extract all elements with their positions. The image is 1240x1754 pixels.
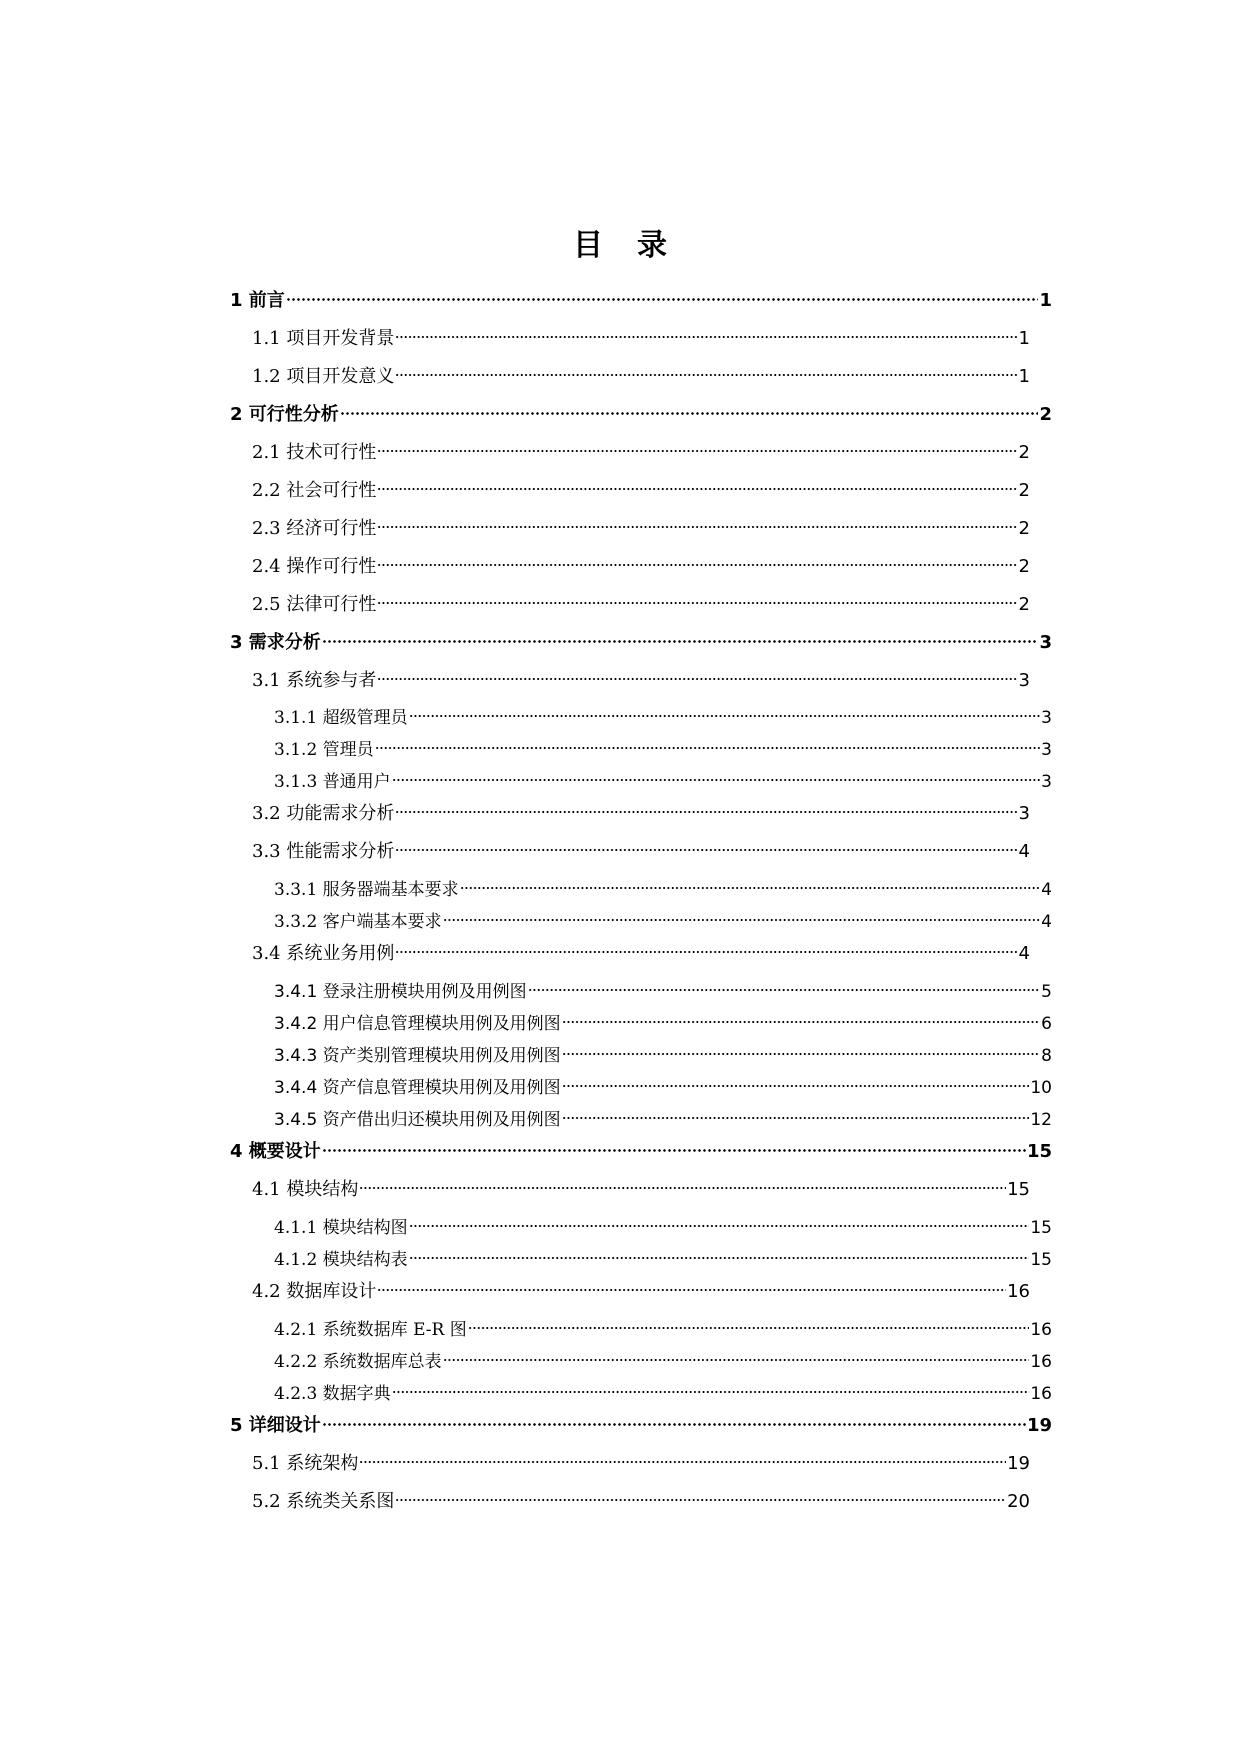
toc-entry-page-number: 15	[1026, 1141, 1052, 1162]
dot-leader	[460, 869, 1041, 895]
dot-leader	[562, 1067, 1030, 1093]
toc-entry-label: 2.5 法律可行性	[252, 594, 377, 615]
toc-entry-page-number: 3	[1041, 708, 1052, 728]
toc-entry-label: 2.1 技术可行性	[252, 442, 377, 463]
dot-leader	[468, 1309, 1030, 1335]
toc-entry-page-number: 3	[1041, 740, 1052, 760]
toc-entry-label: 2.2 社会可行性	[252, 480, 377, 501]
dot-leader	[359, 1443, 1006, 1469]
toc-entry-level-2[interactable]	[252, 432, 1030, 463]
toc-entry-level-2[interactable]	[252, 831, 1030, 862]
toc-entry-page-number: 16	[1030, 1320, 1052, 1340]
toc-entry-level-2[interactable]	[252, 1443, 1030, 1474]
dot-leader	[375, 729, 1041, 755]
dot-leader	[528, 971, 1041, 997]
toc-entry-level-3[interactable]	[274, 971, 1052, 1002]
toc-entry-page-number: 2	[1018, 594, 1030, 615]
toc-entry-page-number: 20	[1007, 1491, 1030, 1512]
toc-entry-level-2[interactable]	[252, 660, 1030, 691]
dot-leader	[377, 546, 1017, 572]
toc-entry-label: 1 前言	[230, 290, 285, 311]
dot-leader	[395, 831, 1017, 857]
toc-entry-level-3[interactable]	[274, 1309, 1052, 1340]
toc-entry-level-2[interactable]	[252, 1481, 1030, 1512]
toc-entry-level-3[interactable]	[274, 761, 1052, 792]
toc-entry-level-3[interactable]	[274, 729, 1052, 760]
dot-leader	[377, 1271, 1006, 1297]
toc-entry-label: 3.1.3 普通用户	[274, 772, 391, 792]
toc-entry-label: 3.3.1 服务器端基本要求	[274, 880, 459, 900]
toc-entry-label: 4.1.1 模块结构图	[274, 1218, 408, 1238]
toc-entry-level-3[interactable]	[274, 1341, 1052, 1372]
toc-entry-label: 5.2 系统类关系图	[252, 1491, 395, 1512]
toc-entry-level-3[interactable]	[274, 1373, 1052, 1404]
toc-entry-page-number: 2	[1018, 556, 1030, 577]
toc-entry-page-number: 4	[1018, 841, 1030, 862]
dot-leader	[322, 1405, 1026, 1431]
dot-leader	[443, 1341, 1030, 1367]
toc-entry-page-number: 5	[1041, 982, 1052, 1002]
dot-leader	[392, 761, 1041, 787]
toc-entry-label: 3.1.2 管理员	[274, 740, 374, 760]
toc-entry-label: 3.3.2 客户端基本要求	[274, 912, 442, 932]
toc-entry-label: 2 可行性分析	[230, 404, 339, 425]
toc-entry-level-2[interactable]	[252, 470, 1030, 501]
toc-entry-page-number: 16	[1030, 1384, 1052, 1404]
toc-entry-page-number: 2	[1018, 518, 1030, 539]
toc-entry-page-number: 1	[1018, 366, 1030, 387]
toc-entry-page-number: 2	[1018, 480, 1030, 501]
toc-entry-page-number: 1	[1018, 328, 1030, 349]
toc-entry-level-2[interactable]	[252, 1271, 1030, 1302]
toc-entry-level-2[interactable]	[252, 1169, 1030, 1200]
toc-entry-page-number: 4	[1041, 912, 1052, 932]
toc-entry-page-number: 10	[1030, 1078, 1052, 1098]
toc-entry-page-number: 4	[1018, 943, 1030, 964]
toc-entry-page-number: 6	[1041, 1014, 1052, 1034]
toc-entry-page-number: 19	[1026, 1415, 1052, 1436]
toc-entry-page-number: 15	[1030, 1250, 1052, 1270]
toc-entry-label: 3.4.3 资产类别管理模块用例及用例图	[274, 1046, 561, 1066]
dot-leader	[340, 394, 1039, 420]
toc-entry-level-2[interactable]	[252, 933, 1030, 964]
dot-leader	[359, 1169, 1006, 1195]
toc-entry-level-2[interactable]	[252, 318, 1030, 349]
toc-entry-page-number: 3	[1018, 803, 1030, 824]
toc-entry-level-1[interactable]	[230, 1405, 1052, 1436]
page-title	[0, 228, 1240, 264]
toc-entry-level-1[interactable]	[230, 280, 1052, 311]
toc-entry-level-3[interactable]	[274, 1099, 1052, 1130]
toc-entry-label: 3.4.4 资产信息管理模块用例及用例图	[274, 1078, 561, 1098]
toc-entry-page-number: 12	[1030, 1110, 1052, 1130]
dot-leader	[395, 1481, 1006, 1507]
toc-entry-label: 4.2 数据库设计	[252, 1281, 377, 1302]
toc-entry-level-3[interactable]	[274, 1003, 1052, 1034]
toc-entry-level-2[interactable]	[252, 793, 1030, 824]
toc-entry-label: 5 详细设计	[230, 1415, 321, 1436]
toc-entry-level-3[interactable]	[274, 1067, 1052, 1098]
dot-leader	[377, 660, 1017, 686]
toc-entry-level-3[interactable]	[274, 901, 1052, 932]
toc-entry-page-number: 15	[1007, 1179, 1030, 1200]
toc-entry-page-number: 3	[1018, 670, 1030, 691]
toc-entry-label: 2.3 经济可行性	[252, 518, 377, 539]
toc-entry-label: 1.1 项目开发背景	[252, 328, 395, 349]
toc-entry-level-2[interactable]	[252, 508, 1030, 539]
dot-leader	[562, 1099, 1030, 1125]
toc-entry-label: 3.1.1 超级管理员	[274, 708, 408, 728]
toc-entry-label: 3.4.2 用户信息管理模块用例及用例图	[274, 1014, 561, 1034]
toc-entry-level-2[interactable]	[252, 546, 1030, 577]
dot-leader	[322, 1131, 1026, 1157]
dot-leader	[409, 1207, 1030, 1233]
toc-entry-level-3[interactable]	[274, 697, 1052, 728]
toc-entry-label: 3.4.5 资产借出归还模块用例及用例图	[274, 1110, 561, 1130]
toc-entry-level-1[interactable]	[230, 394, 1052, 425]
toc-entry-label: 1.2 项目开发意义	[252, 366, 395, 387]
dot-leader	[286, 280, 1039, 306]
toc-entry-level-3[interactable]	[274, 1239, 1052, 1270]
toc-entry-page-number: 3	[1039, 632, 1052, 653]
toc-entry-level-3[interactable]	[274, 1207, 1052, 1238]
toc-entry-label: 4 概要设计	[230, 1141, 321, 1162]
toc-entry-level-2[interactable]	[252, 356, 1030, 387]
toc-entry-page-number: 3	[1041, 772, 1052, 792]
toc-entry-level-3[interactable]	[274, 869, 1052, 900]
dot-leader	[392, 1373, 1030, 1399]
dot-leader	[377, 584, 1017, 610]
toc-entry-level-1[interactable]	[230, 1131, 1052, 1162]
dot-leader	[409, 697, 1041, 723]
toc-entry-level-1[interactable]	[230, 622, 1052, 653]
toc-entry-page-number: 8	[1041, 1046, 1052, 1066]
toc-entry-level-2[interactable]	[252, 584, 1030, 615]
toc-entry-page-number: 16	[1030, 1352, 1052, 1372]
toc-entry-page-number: 2	[1018, 442, 1030, 463]
toc-entry-page-number: 16	[1007, 1281, 1030, 1302]
dot-leader	[395, 933, 1017, 959]
dot-leader	[377, 432, 1017, 458]
toc-entry-label: 3.1 系统参与者	[252, 670, 377, 691]
dot-leader	[395, 318, 1017, 344]
toc-entry-label: 2.4 操作可行性	[252, 556, 377, 577]
dot-leader	[322, 622, 1039, 648]
toc-entry-page-number: 2	[1039, 404, 1052, 425]
dot-leader	[395, 793, 1017, 819]
dot-leader	[443, 901, 1041, 927]
toc-entry-label: 4.2.3 数据字典	[274, 1384, 391, 1404]
dot-leader	[409, 1239, 1030, 1265]
dot-leader	[562, 1035, 1041, 1061]
toc-entry-label: 3.2 功能需求分析	[252, 803, 395, 824]
dot-leader	[377, 508, 1017, 534]
toc-entry-label: 3.3 性能需求分析	[252, 841, 395, 862]
toc-entry-label: 3.4.1 登录注册模块用例及用例图	[274, 982, 527, 1002]
title-char-1: 目	[573, 228, 603, 263]
toc-entry-label: 3.4 系统业务用例	[252, 943, 395, 964]
title-char-2: 录	[637, 228, 667, 263]
toc-entry-label: 4.1 模块结构	[252, 1179, 359, 1200]
toc-entry-page-number: 1	[1039, 290, 1052, 311]
toc-entry-label: 4.2.1 系统数据库 E-R 图	[274, 1320, 467, 1340]
toc-entry-label: 4.1.2 模块结构表	[274, 1250, 408, 1270]
toc-entry-label: 4.2.2 系统数据库总表	[274, 1352, 442, 1372]
toc-entry-page-number: 4	[1041, 880, 1052, 900]
toc-entry-label: 3 需求分析	[230, 632, 321, 653]
dot-leader	[395, 356, 1017, 382]
toc-entry-level-3[interactable]	[274, 1035, 1052, 1066]
toc-entry-page-number: 19	[1007, 1453, 1030, 1474]
dot-leader	[562, 1003, 1041, 1029]
dot-leader	[377, 470, 1017, 496]
toc-entry-page-number: 15	[1030, 1218, 1052, 1238]
toc-entry-label: 5.1 系统架构	[252, 1453, 359, 1474]
